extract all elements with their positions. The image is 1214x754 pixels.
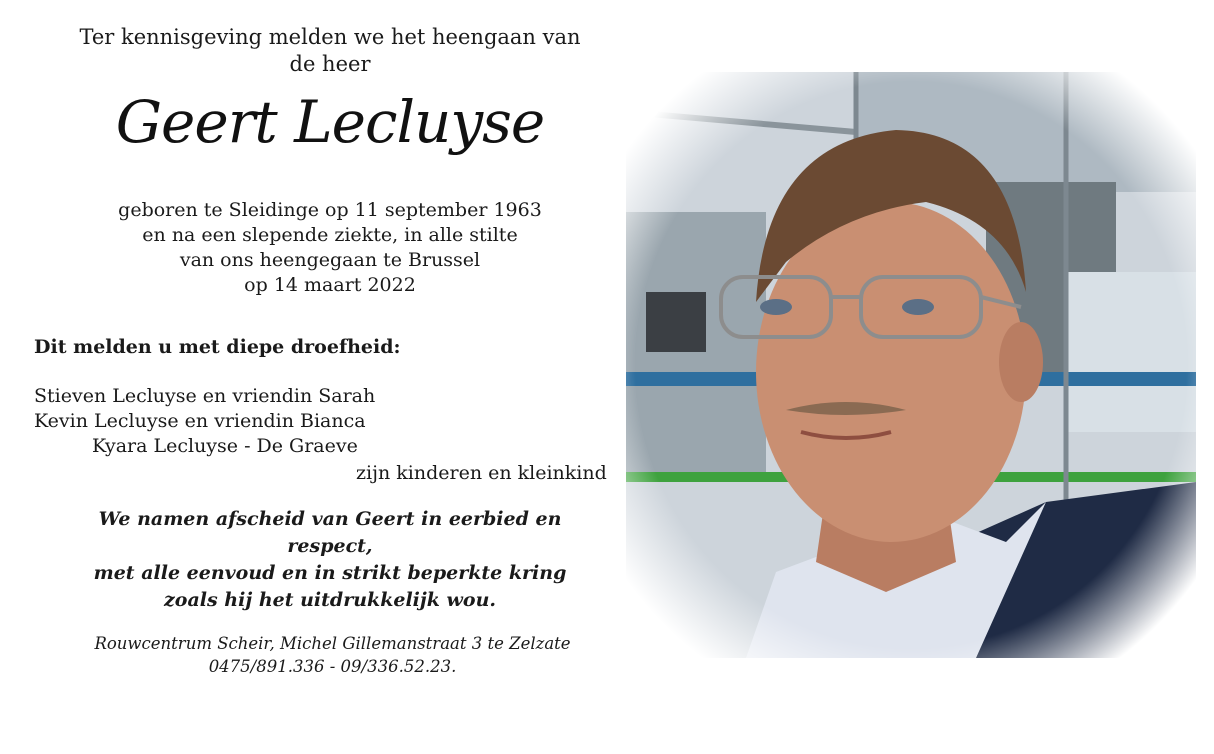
details-line: van ons heengegaan te Brussel (179, 249, 481, 271)
intro-line: de heer (289, 52, 371, 76)
funeral-home-contact (60, 632, 605, 678)
deceased-name: Geert Lecluyse (115, 88, 545, 156)
portrait-illustration (626, 72, 1196, 658)
farewell-quote (60, 506, 600, 614)
details-line: en na een slepende ziekte, in alle stilte (142, 224, 518, 246)
family-member: Stieven Lecluyse en vriendin Sarah (34, 385, 376, 407)
birth-death-details (60, 198, 600, 298)
mourners-heading: Dit melden u met diepe droefheid: (34, 336, 401, 358)
intro-text (60, 24, 600, 78)
quote-line: zoals hij het uitdrukkelijk wou. (164, 589, 496, 611)
family-member: Kevin Lecluyse en vriendin Bianca (34, 410, 366, 432)
funeral-home-phone: 0475/891.336 - 09/336.52.23. (208, 657, 457, 676)
funeral-home-address: Rouwcentrum Scheir, Michel Gillemanstraat 3 te Zelzate (94, 634, 571, 653)
portrait-photo (626, 72, 1196, 658)
quote-line: We namen afscheid van Geert in eerbied en respect, (98, 508, 562, 557)
family-relation: zijn kinderen en kleinkind (356, 462, 607, 484)
family-list (34, 384, 375, 459)
details-line: op 14 maart 2022 (244, 274, 416, 296)
quote-line: met alle eenvoud en in strikt beperkte kring (93, 562, 567, 584)
intro-line: Ter kennisgeving melden we het heengaan van (79, 25, 581, 49)
details-line: geboren te Sleidinge op 11 september 1963 (118, 199, 542, 221)
family-member: Kyara Lecluyse - De Graeve (92, 435, 358, 457)
